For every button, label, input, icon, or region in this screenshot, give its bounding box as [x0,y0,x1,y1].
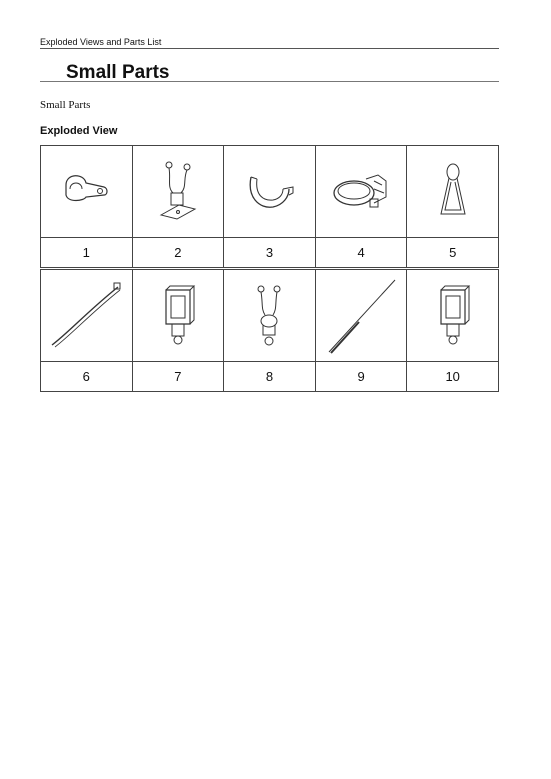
part-image-cell [315,270,407,362]
push-clip-icon [433,284,473,348]
part-image-cell [132,270,224,362]
part-number: 3 [224,238,316,268]
title-divider [40,81,499,82]
part-number: 4 [315,238,407,268]
part-image-cell [41,146,133,238]
rod-icon [323,276,399,356]
part-number: 2 [132,238,224,268]
page-subtitle: Small Parts [40,99,91,111]
part-number: 6 [41,362,133,392]
p-clamp-icon [56,167,116,217]
bracket-clip-icon [153,157,203,227]
part-number: 10 [407,362,499,392]
page-title: Small Parts [66,62,170,83]
part-image-cell [41,270,133,362]
part-number: 1 [41,238,133,268]
part-image-cell [315,146,407,238]
clip-ball-icon [249,281,289,351]
part-number: 5 [407,238,499,268]
push-clip-icon [158,284,198,348]
cable-tie-icon [48,281,124,351]
open-clamp-icon [239,167,299,217]
band-clamp-icon [326,167,396,217]
part-image-cell [224,270,316,362]
part-image-cell [407,146,499,238]
section-title: Exploded View [40,125,118,137]
part-image-cell [224,146,316,238]
wire-clip-icon [433,162,473,222]
part-number: 9 [315,362,407,392]
running-header: Exploded Views and Parts List [40,37,499,49]
part-number: 8 [224,362,316,392]
part-image-cell [132,146,224,238]
part-number: 7 [132,362,224,392]
parts-table [40,145,499,392]
part-image-cell [407,270,499,362]
